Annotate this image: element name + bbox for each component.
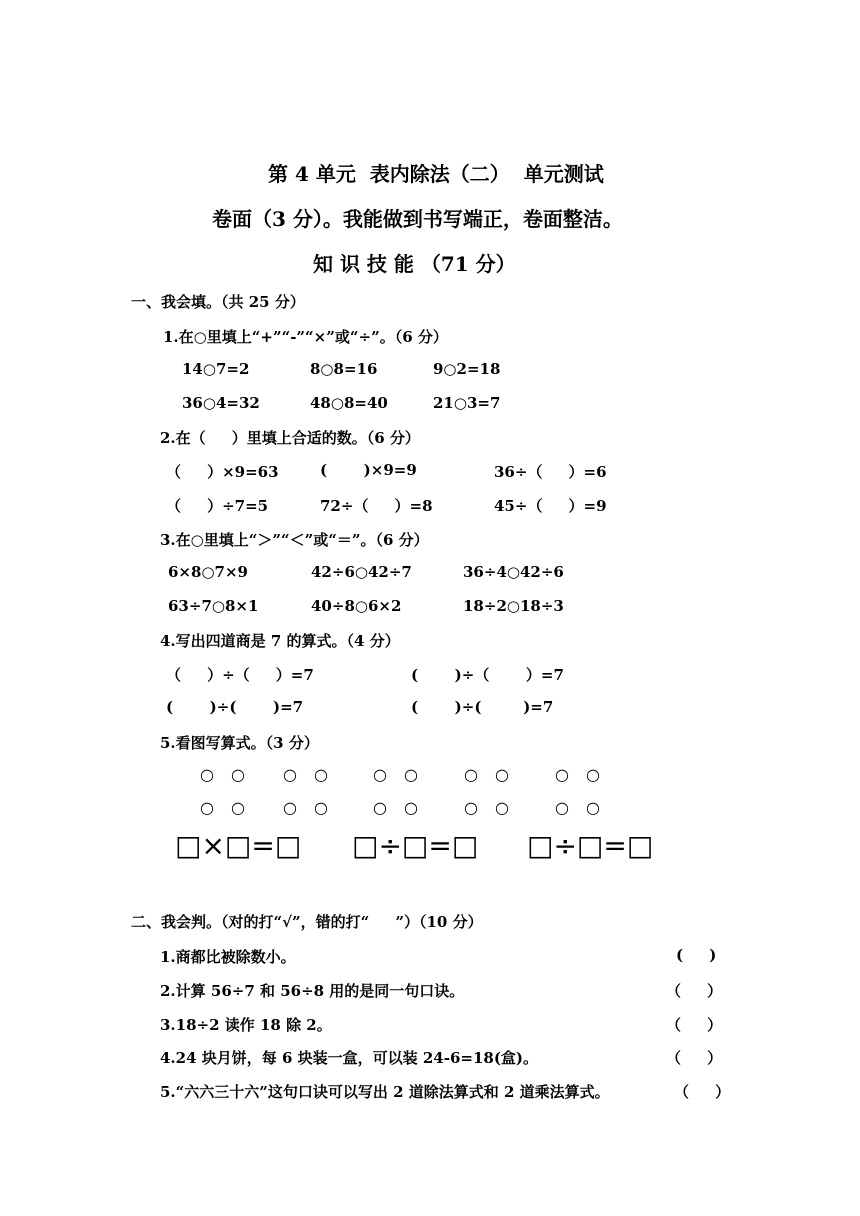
q3-prompt: 3.在○里填上“＞”“＜”或“＝”。（6 分） (160, 531, 429, 549)
q3-item: 40÷8○6×2 (311, 597, 402, 615)
q2-item: （ ）÷7=5 (166, 497, 269, 515)
judge-item-text: 1.商都比被除数小。 (160, 948, 296, 966)
q1-prompt: 1.在○里填上“+”“-”“×”或“÷”。（6 分） (163, 328, 448, 346)
equation-multiply[interactable]: □×□=□ (175, 829, 302, 862)
page-subtitle: 卷面（3 分）。我能做到书写端正，卷面整洁。 (212, 207, 623, 231)
judge-item-text: 4.24 块月饼，每 6 块装一盒，可以装 24-6=18(盒)。 (160, 1049, 539, 1067)
judge-answer-paren[interactable]: （ ） (666, 1016, 723, 1034)
circle-group: ○ ○ (200, 765, 252, 784)
judge-answer-paren[interactable]: ( ) (676, 946, 717, 964)
q3-item: 42÷6○42÷7 (311, 563, 412, 581)
circle-group: ○ ○ (283, 798, 335, 817)
judge-item-text: 3.18÷2 读作 18 除 2。 (160, 1016, 332, 1034)
q2-prompt: 2.在（ ）里填上合适的数。（6 分） (160, 429, 420, 447)
judge-answer-paren[interactable]: （ ） (666, 1049, 723, 1067)
circle-group: ○ ○ (373, 798, 425, 817)
circle-group: ○ ○ (464, 798, 516, 817)
q2-item: 45÷（ ）=9 (494, 497, 607, 515)
q2-item: （ ）×9=63 (166, 463, 279, 481)
judge-item-text: 5.“六六三十六”这句口诀可以写出 2 道除法算式和 2 道乘法算式。 (160, 1083, 610, 1101)
equation-divide[interactable]: □÷□=□ (352, 829, 479, 862)
circle-group: ○ ○ (555, 798, 607, 817)
q4-item: ( )÷（ ）=7 (411, 666, 564, 684)
circle-group: ○ ○ (373, 765, 425, 784)
q2-item: 36÷（ ）=6 (494, 463, 607, 481)
q1-item: 36○4=32 (182, 394, 260, 412)
circle-group: ○ ○ (200, 798, 252, 817)
q1-item: 8○8=16 (310, 360, 378, 378)
part1-heading: 一、我会填。（共 25 分） (131, 293, 305, 311)
judge-item-text: 2.计算 56÷7 和 56÷8 用的是同一句口诀。 (160, 982, 465, 1000)
q4-prompt: 4.写出四道商是 7 的算式。（4 分） (160, 632, 400, 650)
q4-item: （ ）÷（ ）=7 (166, 666, 314, 684)
part2-heading: 二、我会判。（对的打“√”，错的打“ ”）（10 分） (131, 913, 483, 931)
q2-item: 72÷（ ）=8 (320, 497, 433, 515)
q1-item: 14○7=2 (182, 360, 250, 378)
q4-item: ( )÷( )=7 (411, 698, 554, 716)
circle-group: ○ ○ (283, 765, 335, 784)
section-heading: 知 识 技 能 （71 分） (313, 252, 516, 276)
q1-item: 9○2=18 (433, 360, 501, 378)
circle-group: ○ ○ (555, 765, 607, 784)
page-title: 第 4 单元 表内除法（二） 单元测试 (268, 162, 604, 186)
q3-item: 63÷7○8×1 (168, 597, 259, 615)
q3-item: 18÷2○18÷3 (463, 597, 564, 615)
q3-item: 6×8○7×9 (168, 563, 248, 581)
judge-answer-paren[interactable]: （ ） (666, 982, 723, 1000)
q5-prompt: 5.看图写算式。（3 分） (160, 734, 319, 752)
judge-answer-paren[interactable]: （ ） (674, 1083, 731, 1101)
circle-group: ○ ○ (464, 765, 516, 784)
equation-divide[interactable]: □÷□=□ (527, 829, 654, 862)
q1-item: 48○8=40 (310, 394, 388, 412)
q4-item: ( )÷( )=7 (166, 698, 304, 716)
q1-item: 21○3=7 (433, 394, 501, 412)
q3-item: 36÷4○42÷6 (463, 563, 564, 581)
q2-item: ( )×9=9 (320, 461, 417, 479)
